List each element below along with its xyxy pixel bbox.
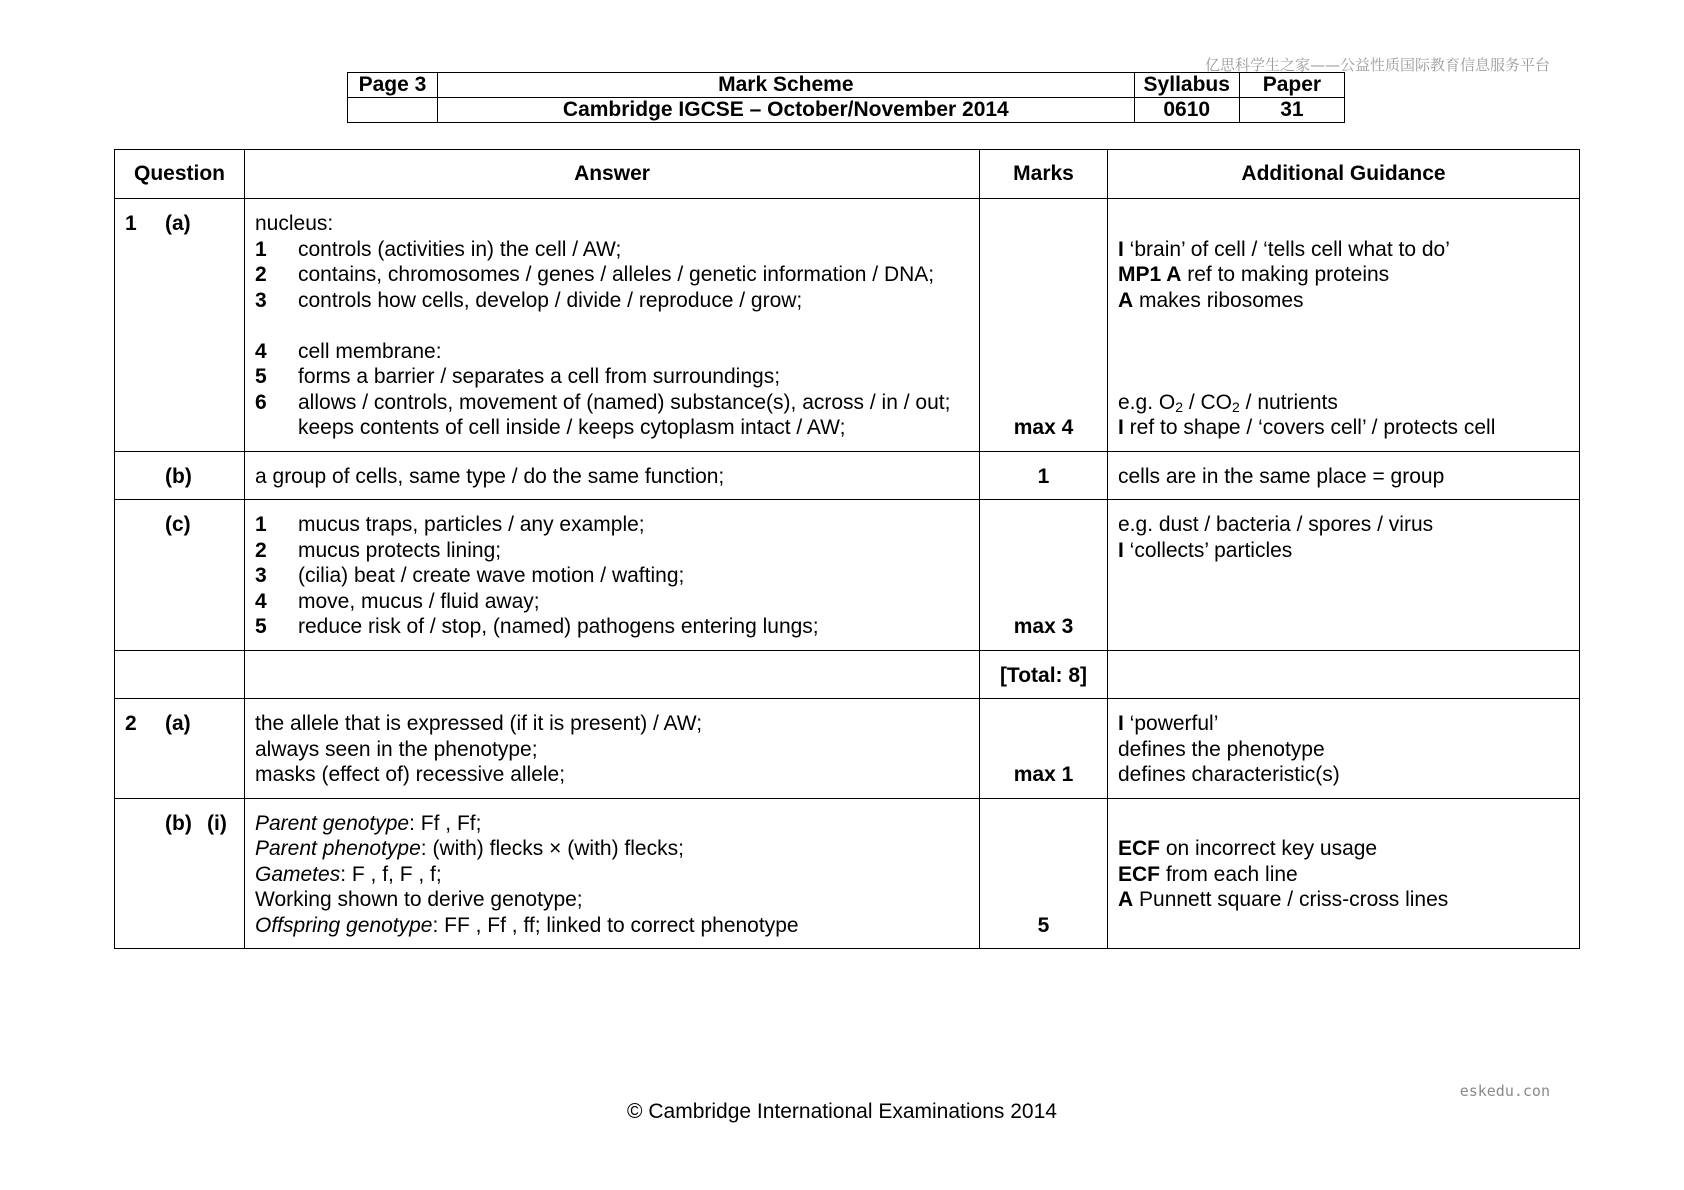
guidance-line: ECF from each line [1118, 862, 1298, 886]
question-label [115, 699, 245, 799]
watermark-bottom: eskedu.con [1459, 1082, 1550, 1100]
answer-cell [245, 199, 980, 452]
question-number: 1 [125, 212, 137, 235]
answer-line: 4 move, mucus / fluid away; [255, 589, 540, 613]
answer-line: Offspring genotype: FF , Ff , ff; linked to correct phenotype [255, 913, 799, 937]
answer-line: keeps contents of cell inside / keeps cytoplasm intact / AW; [298, 416, 846, 439]
guidance-line: e.g. dust / bacteria / spores / virus [1118, 513, 1434, 536]
answer-line: Gametes: F , f, F , f; [255, 862, 442, 886]
table-header-row [115, 150, 1580, 199]
answer-cell [245, 500, 980, 651]
answer-line: Parent genotype: Ff , Ff; [255, 811, 482, 835]
page-label: Page 3 [348, 73, 438, 98]
table-row-2bi [115, 798, 1580, 949]
guidance-line: A Punnett square / criss-cross lines [1118, 888, 1449, 911]
page-header-table [347, 72, 1345, 123]
question-part: (a) [165, 712, 191, 735]
guidance-cell [1108, 798, 1580, 949]
table-row-2a [115, 699, 1580, 799]
question-label [115, 451, 245, 500]
marks-cell: 5 [980, 798, 1108, 949]
answer-line: 3 controls how cells, develop / divide / reproduce / grow; [255, 288, 803, 312]
paper-label: Paper [1239, 73, 1344, 98]
question-label [115, 798, 245, 949]
table-row-1c [115, 500, 1580, 651]
marks-cell: max 4 [980, 199, 1108, 452]
column-header-answer: Answer [245, 150, 980, 199]
guidance-line: defines characteristic(s) [1118, 763, 1340, 786]
question-part: (a) [165, 212, 191, 235]
syllabus-label: Syllabus [1134, 73, 1239, 98]
question-subpart: (i) [207, 811, 227, 835]
document-subtitle: Cambridge IGCSE – October/November 2014 [437, 98, 1134, 123]
question-label [115, 500, 245, 651]
guidance-cell [1108, 699, 1580, 799]
question-part: (b) [165, 811, 192, 835]
answer-line: the allele that is expressed (if it is present) / AW; [255, 712, 703, 735]
answer-line: 1 controls (activities in) the cell / AW; [255, 237, 622, 261]
guidance-line: defines the phenotype [1118, 737, 1325, 761]
question-label [115, 199, 245, 452]
answer-line: 5 reduce risk of / stop, (named) pathogens entering lungs; [255, 615, 819, 638]
answer-line: Parent phenotype: (with) flecks × (with) flecks; [255, 837, 684, 860]
column-header-question: Question [115, 150, 245, 199]
syllabus-code: 0610 [1134, 98, 1239, 123]
marks-cell: max 3 [980, 500, 1108, 651]
guidance-line: e.g. $O_2 / CO_2$ / nutrients [1118, 390, 1338, 415]
guidance-cell: cells are in the same place = group [1108, 451, 1580, 500]
answer-line: always seen in the phenotype; [255, 737, 538, 761]
guidance-line: ECF on incorrect key usage [1118, 837, 1378, 860]
guidance-line: MP1 A ref to making proteins [1118, 263, 1390, 286]
guidance-line: A makes ribosomes [1118, 288, 1304, 312]
mark-scheme-table [114, 149, 1580, 949]
answer-line: masks (effect of) recessive allele; [255, 763, 566, 786]
guidance-cell [1108, 199, 1580, 452]
answer-cell [245, 798, 980, 949]
marks-cell: 1 [980, 451, 1108, 500]
answer-line: 2 mucus protects lining; [255, 538, 502, 562]
document-title: Mark Scheme [437, 73, 1134, 98]
page-label-blank [348, 98, 438, 123]
question-part: (c) [165, 513, 191, 536]
marks-cell: max 1 [980, 699, 1108, 799]
question-part: (b) [165, 464, 192, 488]
total-marks: [Total: 8] [980, 650, 1108, 699]
guidance-line: I ref to shape / ‘covers cell’ / protects cell [1118, 416, 1496, 439]
guidance-cell [1108, 500, 1580, 651]
guidance-line: I ‘collects’ particles [1118, 538, 1293, 562]
table-row-total [115, 650, 1580, 699]
table-row-1a [115, 199, 1580, 452]
column-header-guidance: Additional Guidance [1108, 150, 1580, 199]
watermark-top: 亿思科学生之家——公益性质国际教育信息服务平台 [1204, 56, 1550, 74]
answer-line: 2 contains, chromosomes / genes / alleles / genetic information / DNA; [255, 263, 935, 286]
answer-line: 5 forms a barrier / separates a cell from surroundings; [255, 365, 781, 388]
answer-line: Working shown to derive genotype; [255, 888, 583, 911]
answer-line: 1 mucus traps, particles / any example; [255, 513, 645, 536]
table-row-1b [115, 451, 1580, 500]
answer-line: 4 cell membrane: [255, 339, 442, 363]
copyright-footer: © Cambridge International Examinations 2014 [627, 1100, 1057, 1123]
guidance-line: I ‘powerful’ [1118, 712, 1219, 735]
answer-line: 3 (cilia) beat / create wave motion / wafting; [255, 564, 685, 587]
column-header-marks: Marks [980, 150, 1108, 199]
guidance-line: I ‘brain’ of cell / ‘tells cell what to do’ [1118, 237, 1450, 261]
answer-cell [245, 699, 980, 799]
paper-number: 31 [1239, 98, 1344, 123]
answer-line: nucleus: [255, 212, 334, 235]
answer-cell: a group of cells, same type / do the same function; [245, 451, 980, 500]
answer-line: 6 allows / controls, movement of (named) substance(s), across / in / out; [255, 390, 951, 414]
question-number: 2 [125, 712, 137, 735]
